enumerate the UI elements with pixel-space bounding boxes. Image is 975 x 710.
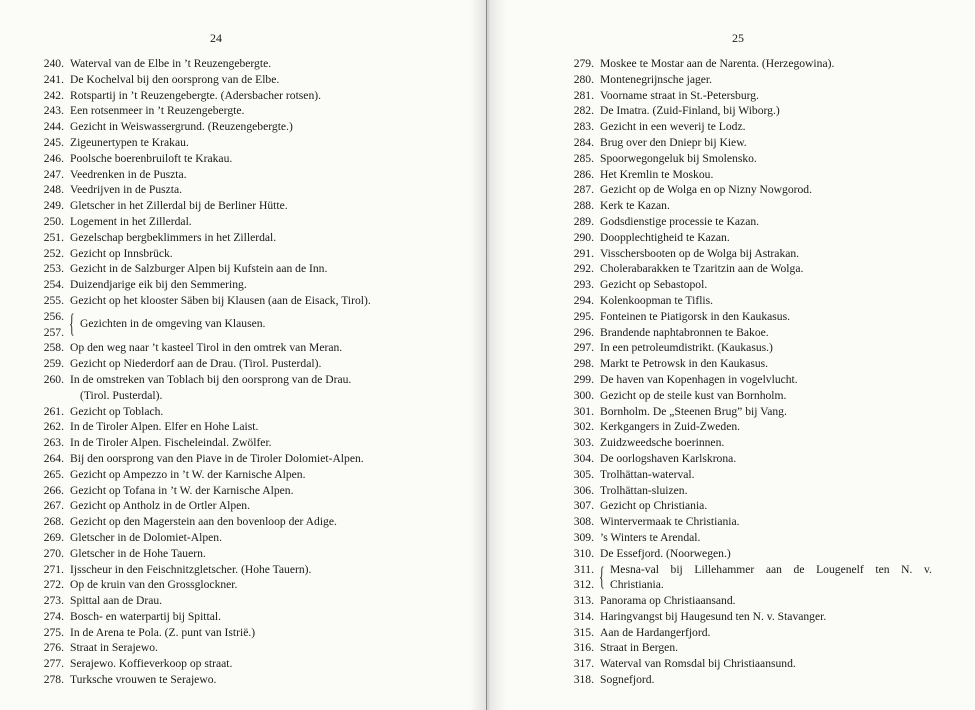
entry-number: 281. (573, 88, 594, 102)
entry-number: 273. (43, 594, 64, 608)
entry-text: Bij den oorsprong van den Piave in de Tiroler Dolomiet-Alpen. (70, 451, 364, 465)
entry-continuation (28, 388, 468, 404)
entry-number: 315. (573, 625, 594, 639)
entry-number: 277. (43, 657, 64, 671)
list-item (558, 261, 968, 277)
entry-number: 250. (43, 214, 64, 228)
entry-number: 301. (573, 404, 594, 418)
entry-text: Gezicht op het klooster Säben bij Klausen (aan de Eisack, Tirol). (70, 293, 371, 307)
list-item (558, 451, 968, 467)
entry-word: Lougenelf (816, 562, 864, 576)
list-item (558, 151, 968, 167)
entry-text: (Tirol. Pusterdal). (80, 388, 163, 402)
list-item (558, 609, 968, 625)
entry-number: 314. (573, 609, 594, 623)
list-item (558, 467, 968, 483)
entry-number: 251. (43, 230, 64, 244)
entry-text: Gezicht in de Salzburger Alpen bij Kufstein aan de Inn. (70, 262, 328, 276)
entry-text: Een rotsenmeer in ’t Reuzengebergte. (70, 104, 245, 118)
list-item (558, 88, 968, 104)
entry-text: Gletscher in de Hohe Tauern. (70, 546, 206, 560)
entry-word: aan (765, 562, 782, 576)
entry-text: Cholerabarakken te Tzaritzin aan de Wolga. (600, 262, 804, 276)
entry-number: 278. (43, 673, 64, 687)
entry-text: Wintervermaak te Christiania. (600, 515, 740, 529)
page-number-right: 25 (732, 31, 744, 45)
entry-number: 316. (573, 641, 594, 655)
entry-text: Logement in het Zillerdal. (70, 214, 192, 228)
entry-number: 295. (573, 309, 594, 323)
list-item (28, 672, 468, 688)
entry-number: 303. (573, 436, 594, 450)
entry-number: 307. (573, 499, 594, 513)
list-item (28, 577, 468, 593)
entry-text: Panorama op Christiaansand. (600, 594, 736, 608)
list-item (28, 182, 468, 198)
entry-number: 252. (43, 246, 64, 260)
entry-number: 313. (573, 594, 594, 608)
entry-text: De Imatra. (Zuid-Finland, bij Wiborg.) (600, 104, 780, 118)
entry-text: Gletscher in het Zillerdal bij de Berliner Hütte. (70, 199, 288, 213)
list-item (28, 198, 468, 214)
entry-text: Gezichten in de omgeving van Klausen. (80, 316, 266, 330)
list-item (28, 135, 468, 151)
entry-text: Gezicht op Niederdorf aan de Drau. (Tirol. Pusterdal). (70, 357, 322, 371)
entry-text: Straat in Serajewo. (70, 641, 158, 655)
entry-number: 286. (573, 167, 594, 181)
entry-word: de (793, 562, 805, 576)
entry-number: 253. (43, 262, 64, 276)
entry-text: Kerkgangers in Zuid-Zweden. (600, 420, 741, 434)
entry-number: 293. (573, 278, 594, 292)
list-item (558, 293, 968, 309)
entry-text: Visschersbooten op de Wolga bij Astrakan. (600, 246, 800, 260)
right-page (488, 0, 975, 710)
entry-text: Gezicht op de Wolga en op Nizny Nowgorod. (600, 183, 812, 197)
entry-number: 247. (43, 167, 64, 181)
list-item (28, 404, 468, 420)
list-item (558, 672, 968, 688)
entry-text: Bosch- en waterpartij bij Spittal. (70, 609, 222, 623)
entry-number: 298. (573, 357, 594, 371)
entry-number: 312. (573, 578, 594, 592)
entry-number: 244. (43, 120, 64, 134)
entry-number: 248. (43, 183, 64, 197)
list-item (558, 214, 968, 230)
entry-text: Gezicht op Toblach. (70, 404, 164, 418)
list-item (28, 656, 468, 672)
entry-number: 300. (573, 388, 594, 402)
entry-number: 256. (43, 309, 64, 323)
entry-text: Veedrenken in de Puszta. (70, 167, 187, 181)
entry-word: Mesna-val (610, 562, 659, 576)
entry-text: Gletscher in de Dolomiet-Alpen. (70, 530, 222, 544)
list-item (28, 356, 468, 372)
entry-text: Waterval van de Elbe in ’t Reuzengebergte. (70, 57, 272, 70)
entry-text: Op de kruin van den Grossglockner. (70, 578, 238, 592)
brace-mark: { (69, 308, 75, 338)
list-item (558, 325, 968, 341)
list-item (558, 56, 968, 72)
list-item (28, 562, 468, 578)
entry-number: 311. (574, 562, 594, 576)
entry-number: 297. (573, 341, 594, 355)
entry-text-block (610, 562, 932, 594)
list-item (28, 451, 468, 467)
entry-number: 270. (43, 546, 64, 560)
right-entry-list (558, 56, 968, 688)
list-item (28, 56, 468, 72)
entry-number: 245. (43, 135, 64, 149)
entry-text: Zigeunertypen te Krakau. (70, 135, 189, 149)
entry-text: Bornholm. De „Steenen Brug” bij Vang. (600, 404, 787, 418)
list-item (558, 198, 968, 214)
list-item (28, 498, 468, 514)
list-item (558, 309, 968, 325)
entry-number: 276. (43, 641, 64, 655)
entry-number: 266. (43, 483, 64, 497)
list-item (558, 530, 968, 546)
list-item (28, 103, 468, 119)
entry-number: 240. (43, 57, 64, 70)
entry-text: Trolhättan-waterval. (600, 467, 695, 481)
list-item (558, 625, 968, 641)
list-item (28, 530, 468, 546)
list-item (558, 182, 968, 198)
list-item (28, 261, 468, 277)
entry-number: 284. (573, 135, 594, 149)
list-item (28, 546, 468, 562)
entry-word: Lillehammer (694, 562, 755, 576)
entry-text-line-2: Christiania. (610, 578, 664, 592)
entry-text: Kolenkoopman te Tiflis. (600, 293, 714, 307)
entry-text: In de omstreken van Toblach bij den oorsprong van de Drau. (70, 372, 352, 386)
entry-text: Godsdienstige processie te Kazan. (600, 214, 760, 228)
entry-number: 249. (43, 199, 64, 213)
list-item (558, 388, 968, 404)
brace-group-256-257 (28, 309, 468, 341)
entry-text: Sognefjord. (600, 673, 655, 687)
entry-number: 302. (573, 420, 594, 434)
list-item (558, 135, 968, 151)
entry-word: N. (901, 562, 913, 576)
entry-text: Gezicht op Tofana in ’t W. der Karnische Alpen. (70, 483, 294, 497)
entry-text: Haringvangst bij Haugesund ten N. v. Stavanger. (600, 609, 827, 623)
entry-text: De haven van Kopenhagen in vogelvlucht. (600, 372, 798, 386)
list-item (558, 103, 968, 119)
entry-text: Turksche vrouwen te Serajewo. (70, 673, 217, 687)
list-item (28, 246, 468, 262)
entry-number: 283. (573, 120, 594, 134)
entry-text: Kerk te Kazan. (600, 199, 670, 213)
list-item (28, 372, 468, 388)
brace-group-311-312 (558, 562, 968, 594)
list-item (28, 214, 468, 230)
entry-number: 261. (43, 404, 64, 418)
entry-text: In de Tiroler Alpen. Fischeleindal. Zwölfer. (70, 436, 272, 450)
list-item (558, 119, 968, 135)
list-item (558, 72, 968, 88)
entry-number: 254. (43, 278, 64, 292)
list-item (28, 640, 468, 656)
entry-text: Gezicht in een weverij te Lodz. (600, 120, 746, 134)
entry-text: ’s Winters te Arendal. (600, 530, 701, 544)
list-item (558, 246, 968, 262)
entry-text: Gezicht op den Magerstein aan den bovenloop der Adige. (70, 515, 337, 529)
entry-text: In een petroleumdistrikt. (Kaukasus.) (600, 341, 773, 355)
list-item (558, 483, 968, 499)
left-entry-list (28, 56, 468, 688)
entry-text: Brandende naphtabronnen te Bakoe. (600, 325, 769, 339)
entry-number: 304. (573, 451, 594, 465)
entry-number: 268. (43, 515, 64, 529)
list-item (558, 340, 968, 356)
entry-text: Brug over den Dniepr bij Kiew. (600, 135, 747, 149)
list-item (558, 514, 968, 530)
entry-number: 274. (43, 609, 64, 623)
entry-number: 255. (43, 293, 64, 307)
list-item (558, 277, 968, 293)
entry-text: Gezicht op Innsbrück. (70, 246, 173, 260)
entry-number: 275. (43, 625, 64, 639)
list-item (28, 88, 468, 104)
entry-text: Gezicht in Weiswassergrund. (Reuzengebergte.) (70, 120, 293, 134)
list-item (28, 514, 468, 530)
entry-number: 294. (573, 293, 594, 307)
list-item (28, 119, 468, 135)
page-number-left: 24 (210, 31, 222, 45)
entry-number: 279. (573, 57, 594, 70)
entry-text: Spoorwegongeluk bij Smolensko. (600, 151, 757, 165)
entry-number: 272. (43, 578, 64, 592)
list-item (28, 435, 468, 451)
entry-text: Trolhättan-sluizen. (600, 483, 688, 497)
list-item (28, 72, 468, 88)
entry-text: Gezicht op Antholz in de Ortler Alpen. (70, 499, 250, 513)
entry-text: Op den weg naar ’t kasteel Tirol in den omtrek van Meran. (70, 341, 343, 355)
entry-number: 306. (573, 483, 594, 497)
list-item (558, 498, 968, 514)
entry-text: Poolsche boerenbruiloft te Krakau. (70, 151, 233, 165)
left-page (0, 0, 487, 710)
list-item (558, 546, 968, 562)
entry-text: Voorname straat in St.-Petersburg. (600, 88, 759, 102)
entry-number: 265. (43, 467, 64, 481)
entry-text: Duizendjarige eik bij den Semmering. (70, 278, 247, 292)
entry-text: Markt te Petrowsk in den Kaukasus. (600, 357, 769, 371)
list-item (28, 230, 468, 246)
list-item (558, 230, 968, 246)
list-item (558, 372, 968, 388)
entry-text: Spittal aan de Drau. (70, 594, 163, 608)
list-item (28, 419, 468, 435)
list-item (28, 467, 468, 483)
list-item (28, 483, 468, 499)
entry-number: 317. (573, 657, 594, 671)
entry-text: Gezelschap bergbeklimmers in het Zillerdal. (70, 230, 277, 244)
entry-number: 263. (43, 436, 64, 450)
entry-text: Het Kremlin te Moskou. (600, 167, 714, 181)
entry-text: Fonteinen te Piatigorsk in den Kaukasus. (600, 309, 790, 323)
brace-mark: { (599, 561, 605, 591)
entry-number: 296. (573, 325, 594, 339)
list-item (558, 356, 968, 372)
entry-text: Montenegrijnsche jager. (600, 72, 713, 86)
entry-text: Waterval van Romsdal bij Christiaansund. (600, 657, 796, 671)
entry-number: 242. (43, 88, 64, 102)
entry-text: Gezicht op Sebastopol. (600, 278, 708, 292)
entry-word: ten (875, 562, 890, 576)
entry-text: Aan de Hardangerfjord. (600, 625, 711, 639)
entry-text-line-1 (610, 562, 932, 578)
list-item (558, 167, 968, 183)
entry-text: Rotspartij in ’t Reuzengebergte. (Adersbacher rotsen). (70, 88, 322, 102)
entry-number: 246. (43, 151, 64, 165)
entry-number: 290. (573, 230, 594, 244)
entry-number: 285. (573, 151, 594, 165)
list-item (28, 151, 468, 167)
list-item (28, 593, 468, 609)
entry-number: 292. (573, 262, 594, 276)
entry-number: 282. (573, 104, 594, 118)
entry-word: bij (670, 562, 683, 576)
list-item (28, 167, 468, 183)
entry-number: 257. (43, 325, 64, 339)
entry-number: 243. (43, 104, 64, 118)
entry-number: 262. (43, 420, 64, 434)
entry-number: 318. (573, 673, 594, 687)
list-item (558, 419, 968, 435)
list-item (558, 656, 968, 672)
entry-number: 289. (573, 214, 594, 228)
entry-text: Doopplechtigheid te Kazan. (600, 230, 730, 244)
entry-text: In de Tiroler Alpen. Elfer en Hohe Laist. (70, 420, 259, 434)
entry-number: 291. (573, 246, 594, 260)
list-item (28, 277, 468, 293)
entry-text: In de Arena te Pola. (Z. punt van Istrië.) (70, 625, 256, 639)
list-item (558, 640, 968, 656)
entry-text: Straat in Bergen. (600, 641, 679, 655)
entry-text: Gezicht op Ampezzo in ’t W. der Karnische Alpen. (70, 467, 306, 481)
entry-number: 310. (573, 546, 594, 560)
entry-number: 299. (573, 372, 594, 386)
entry-text: De Kochelval bij den oorsprong van de Elbe. (70, 72, 280, 86)
entry-text: Ijsscheur in den Feischnitzgletscher. (Hohe Tauern). (70, 562, 312, 576)
entry-number: 287. (573, 183, 594, 197)
entry-number: 260. (43, 372, 64, 386)
entry-text: Veedrijven in de Puszta. (70, 183, 183, 197)
entry-number: 264. (43, 451, 64, 465)
list-item (28, 293, 468, 309)
entry-text: Moskee te Mostar aan de Narenta. (Herzegowina). (600, 57, 835, 70)
entry-text: Zuidzweedsche boerinnen. (600, 436, 725, 450)
entry-text: Serajewo. Koffieverkoop op straat. (70, 657, 233, 671)
list-item (28, 340, 468, 356)
entry-number: 267. (43, 499, 64, 513)
entry-number: 305. (573, 467, 594, 481)
list-item (558, 435, 968, 451)
entry-number: 269. (43, 530, 64, 544)
list-item (28, 625, 468, 641)
entry-text: De oorlogshaven Karlskrona. (600, 451, 737, 465)
entry-number: 258. (43, 341, 64, 355)
list-item (28, 609, 468, 625)
entry-word: v. (923, 562, 932, 576)
list-item (558, 593, 968, 609)
entry-number: 259. (43, 357, 64, 371)
entry-number: 308. (573, 515, 594, 529)
entry-number: 280. (573, 72, 594, 86)
entry-text: Gezicht op de steile kust van Bornholm. (600, 388, 787, 402)
list-item (558, 404, 968, 420)
entry-number: 288. (573, 199, 594, 213)
entry-text: De Essefjord. (Noorwegen.) (600, 546, 731, 560)
entry-number: 241. (43, 72, 64, 86)
entry-number: 309. (573, 530, 594, 544)
entry-text: Gezicht op Christiania. (600, 499, 708, 513)
entry-number: 271. (43, 562, 64, 576)
